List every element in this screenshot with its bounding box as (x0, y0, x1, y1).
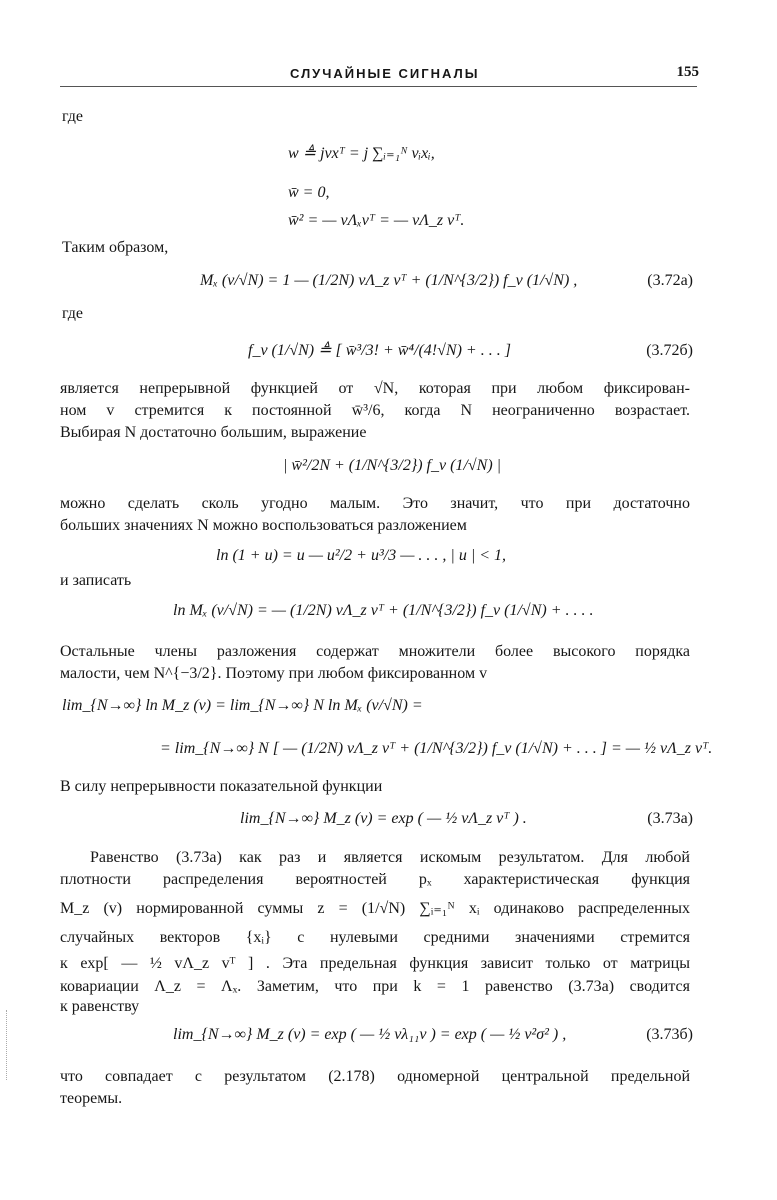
equation-label-3-72a: (3.72а) (647, 272, 693, 289)
running-title: СЛУЧАЙНЫЕ СИГНАЛЫ (290, 66, 480, 81)
equation-log-m: ln Mₓ (v/√N) = — (1/2N) vΛ_z vᵀ + (1/N^{3/2}) f_v (1/√N) + . . . . (173, 602, 594, 619)
equation-3-73a: lim_{N→∞} M_z (v) = exp ( — ½ vΛ_z vᵀ ) . (240, 810, 527, 827)
paragraph-line: является непрерывной функцией от √N, которая при любом фиксирован- (60, 380, 690, 397)
equation-3-73b: lim_{N→∞} M_z (v) = exp ( — ½ vλ₁₁v ) = exp ( — ½ v²σ² ) , (173, 1026, 567, 1043)
paragraph-line: Равенство (3.73а) как раз и является искомым результатом. Для любой (90, 849, 690, 866)
equation-3-72b: f_v (1/√N) ≜ [ w̄³/3! + w̄⁴/(4!√N) + . . . ] (248, 342, 511, 359)
paragraph-line: малости, чем N^{−3/2}. Поэтому при любом фиксированном v (60, 665, 488, 682)
paragraph-line: к равенству (60, 998, 140, 1015)
paragraph-line: случайных векторов {xᵢ} с нулевыми средними значениями стремится (60, 929, 690, 946)
equation-absolute-value: | w̄²/2N + (1/N^{3/2}) f_v (1/√N) | (283, 457, 502, 474)
equation-limit-1: lim_{N→∞} ln M_z (v) = lim_{N→∞} N ln Mₓ (v/√N) = (62, 697, 423, 714)
equation-w-definition: w ≜ jvxᵀ = j ∑ᵢ₌₁ᴺ νᵢxᵢ, (288, 145, 435, 162)
page-number: 155 (676, 64, 699, 80)
paragraph-line: что совпадает с результатом (2.178) одномерной центральной предельной (60, 1068, 690, 1085)
equation-limit-2: = lim_{N→∞} N [ — (1/2N) vΛ_z vᵀ + (1/N^{3/2}) f_v (1/√N) + . . . ] = — ½ vΛ_z vᵀ. (160, 740, 713, 757)
text-thus: Таким образом, (62, 239, 169, 256)
equation-w-mean: w̄ = 0, (288, 184, 330, 201)
page-header (60, 64, 697, 87)
paragraph-line: можно сделать сколь угодно малым. Это значит, что при достаточно (60, 495, 690, 512)
paragraph-line: теоремы. (60, 1090, 123, 1107)
text-where: где (62, 108, 84, 125)
equation-log-expansion: ln (1 + u) = u — u²/2 + u³/3 — . . . , | u | < 1, (216, 547, 507, 564)
scan-margin-mark (6, 1010, 8, 1080)
equation-label-3-73a: (3.73а) (647, 810, 693, 827)
paragraph-line: ном v стремится к постоянной w̄³/6, когда N неограниченно возрастает. (60, 402, 690, 419)
paragraph-line: Выбирая N достаточно большим, выражение (60, 424, 367, 441)
paragraph-line: к exp[ — ½ vΛ_z vᵀ ] . Эта предельная функция зависит только от матрицы (60, 955, 690, 972)
paragraph-line: Остальные члены разложения содержат множители более высокого порядка (60, 643, 690, 660)
equation-3-72a: Mₓ (v/√N) = 1 — (1/2N) vΛ_z vᵀ + (1/N^{3/2}) f_v (1/√N) , (200, 272, 578, 289)
equation-w2-mean: w̄² = — vΛₓvᵀ = — vΛ_z vᵀ. (288, 212, 465, 229)
paragraph-line: M_z (v) нормированной суммы z = (1/√N) ∑ᵢ₌₁ᴺ xᵢ одинаково распределенных (60, 900, 690, 917)
paragraph-line: больших значениях N можно воспользоваться разложением (60, 517, 467, 534)
equation-label-3-73b: (3.73б) (646, 1026, 693, 1043)
text-and-write: и записать (60, 572, 132, 589)
paragraph-line: плотности распределения вероятностей pₓ характеристическая функция (60, 871, 690, 888)
paragraph-line: ковариации Λ_z = Λₓ. Заметим, что при k = 1 равенство (3.73а) сводится (60, 978, 690, 995)
text-where-2: где (62, 305, 84, 322)
paragraph-line: В силу непрерывности показательной функции (60, 778, 383, 795)
equation-label-3-72b: (3.72б) (646, 342, 693, 359)
